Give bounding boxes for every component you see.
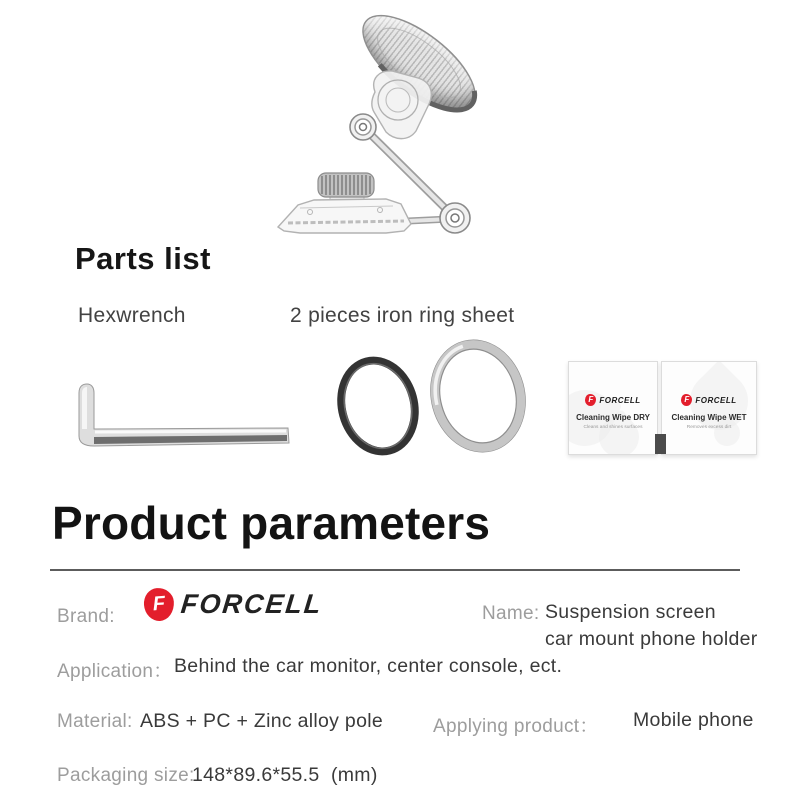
forcell-logo-mini [569, 394, 657, 406]
name-value-line2: car mount phone holder [545, 628, 758, 650]
ball-clamp [372, 71, 432, 139]
black-ring [331, 352, 424, 460]
section-divider [50, 569, 740, 571]
material-label: Material: [57, 711, 133, 732]
parts-list-title: Parts list [75, 241, 211, 276]
forcell-logo [144, 588, 323, 621]
forcell-logo-mini [662, 394, 756, 406]
elbow-joint [350, 114, 376, 140]
brand-label: Brand: [57, 606, 115, 627]
application-value: Behind the car monitor, center console, ect. [174, 655, 563, 677]
name-label: Name: [482, 603, 540, 624]
sachet-seal-strip [655, 434, 666, 454]
wipe-wet-title: Cleaning Wipe WET [671, 413, 747, 422]
iron-rings-image [325, 335, 540, 465]
wipe-dry-title: Cleaning Wipe DRY [576, 413, 650, 422]
forcell-wordmark: FORCELL [599, 395, 641, 405]
material-value: ABS + PC + Zinc alloy pole [140, 710, 383, 732]
wipe-dry-sachet [568, 361, 658, 455]
application-label: Application： [57, 661, 173, 682]
forcell-wordmark: FORCELL [179, 589, 325, 619]
mount-drawing [258, 0, 618, 245]
forcell-logo-mark: F [585, 394, 596, 406]
wipe-wet-subtitle: Removes excess dirt [686, 424, 732, 430]
product-photo [258, 0, 618, 245]
applying-product-label: Applying product： [433, 716, 599, 737]
forcell-logo-mark: F [681, 394, 692, 406]
cleaning-wipes-image [566, 358, 762, 458]
adjust-knob [318, 173, 374, 197]
hexwrench-label: Hexwrench [78, 304, 186, 327]
applying-product-value: Mobile phone [633, 709, 754, 731]
forcell-logo-mark: F [143, 587, 175, 622]
product-parameters-title: Product parameters [52, 497, 491, 549]
wipe-wet-sachet [661, 361, 757, 455]
name-value-line1: Suspension screen [545, 601, 716, 623]
packaging-size-label: Packaging size: [57, 765, 195, 786]
wipe-dry-subtitle: Cleans and shines surfaces [583, 424, 643, 430]
packaging-size-value: 148*89.6*55.5 (mm) [192, 764, 378, 786]
mount-base [278, 193, 411, 233]
hexwrench-image [70, 375, 300, 455]
rings-label: 2 pieces iron ring sheet [290, 304, 515, 327]
forcell-wordmark: FORCELL [695, 395, 737, 405]
silver-ring [418, 335, 537, 463]
base-joint [440, 203, 470, 233]
